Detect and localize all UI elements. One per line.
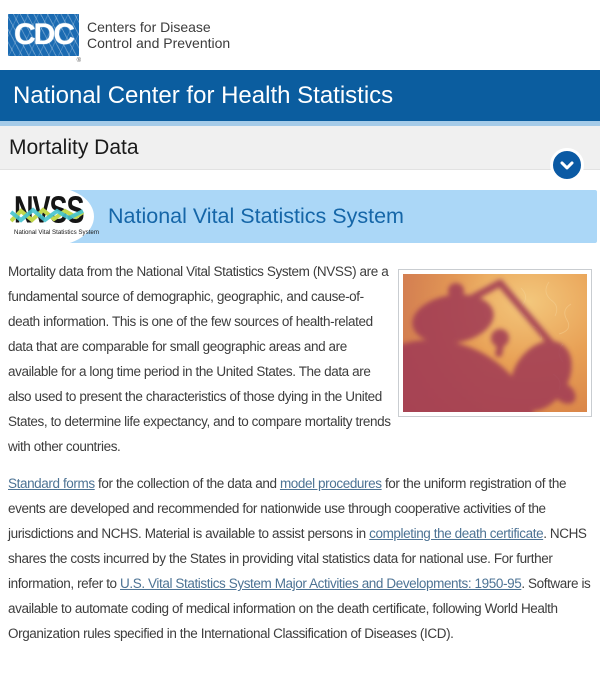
chevron-down-icon	[557, 155, 577, 175]
nchs-site-title-link[interactable]: National Center for Health Statistics	[13, 81, 394, 109]
text-segment: for the uniform registration of the events are developed and recommended for nationwide use through cooperative activities of the jurisdictions and NCHS. Material is available to assist persons in	[8, 476, 567, 541]
details-paragraph	[8, 471, 592, 646]
nvss-logo-caption: National Vital Statistics System	[14, 229, 100, 236]
cdc-agency-name	[87, 19, 230, 51]
nvss-logo-zigzag-lines	[10, 203, 84, 229]
expand-section-button[interactable]	[550, 148, 584, 182]
page-title: Mortality Data	[9, 135, 139, 159]
nvss-banner[interactable]	[8, 190, 597, 243]
main-content	[0, 259, 600, 646]
spacer	[0, 170, 600, 190]
page-title-bar	[0, 126, 600, 170]
clock-shadow-photo	[398, 269, 592, 417]
nvss-banner-title: National Vital Statistics System	[108, 204, 404, 228]
inline-text-link[interactable]: U.S. Vital Statistics System Major Activities and Developments: 1950-95	[120, 576, 522, 591]
cdc-agency-name-line2: Control and Prevention	[87, 35, 231, 51]
cdc-logo-acronym: CDC	[14, 18, 73, 51]
text-segment: . NCHS shares the costs incurred by the States in providing vital statistics data for national use. For further information, refer to	[8, 526, 587, 591]
nvss-logo-acronym: NVSS	[14, 188, 84, 231]
inline-text-link[interactable]: Standard forms	[8, 476, 95, 491]
clock-shadow-illustration	[403, 274, 587, 412]
inline-text-link[interactable]: model procedures	[279, 476, 382, 491]
intro-section	[8, 259, 592, 459]
intro-paragraph: Mortality data from the National Vital Statistics System (NVSS) are a fundamental source of demographic, geographic, and cause-of-death information. This is one of the few sources of health-related data that are comparable for small geographic areas and are available for a long time period in the United States. The data are also used to present the characteristics of those dying in the United States, to determine life expectancy, and to compare mortality trends with other countries.	[8, 264, 391, 454]
cdc-header	[0, 0, 600, 70]
nvss-logo[interactable]	[8, 187, 100, 246]
text-segment: for the collection of the data and	[94, 476, 280, 491]
text-segment: . Software is available to automate coding of medical information on the death certificate, following World Health Organization rules specified in the International Classification of Diseases (ICD).	[8, 576, 591, 641]
nchs-site-header	[0, 70, 600, 121]
cdc-logo[interactable]	[8, 14, 81, 64]
inline-text-link[interactable]: completing the death certificate	[369, 526, 544, 541]
registered-trademark-mark: ®	[76, 58, 81, 64]
cdc-agency-name-line1: Centers for Disease	[87, 19, 211, 35]
